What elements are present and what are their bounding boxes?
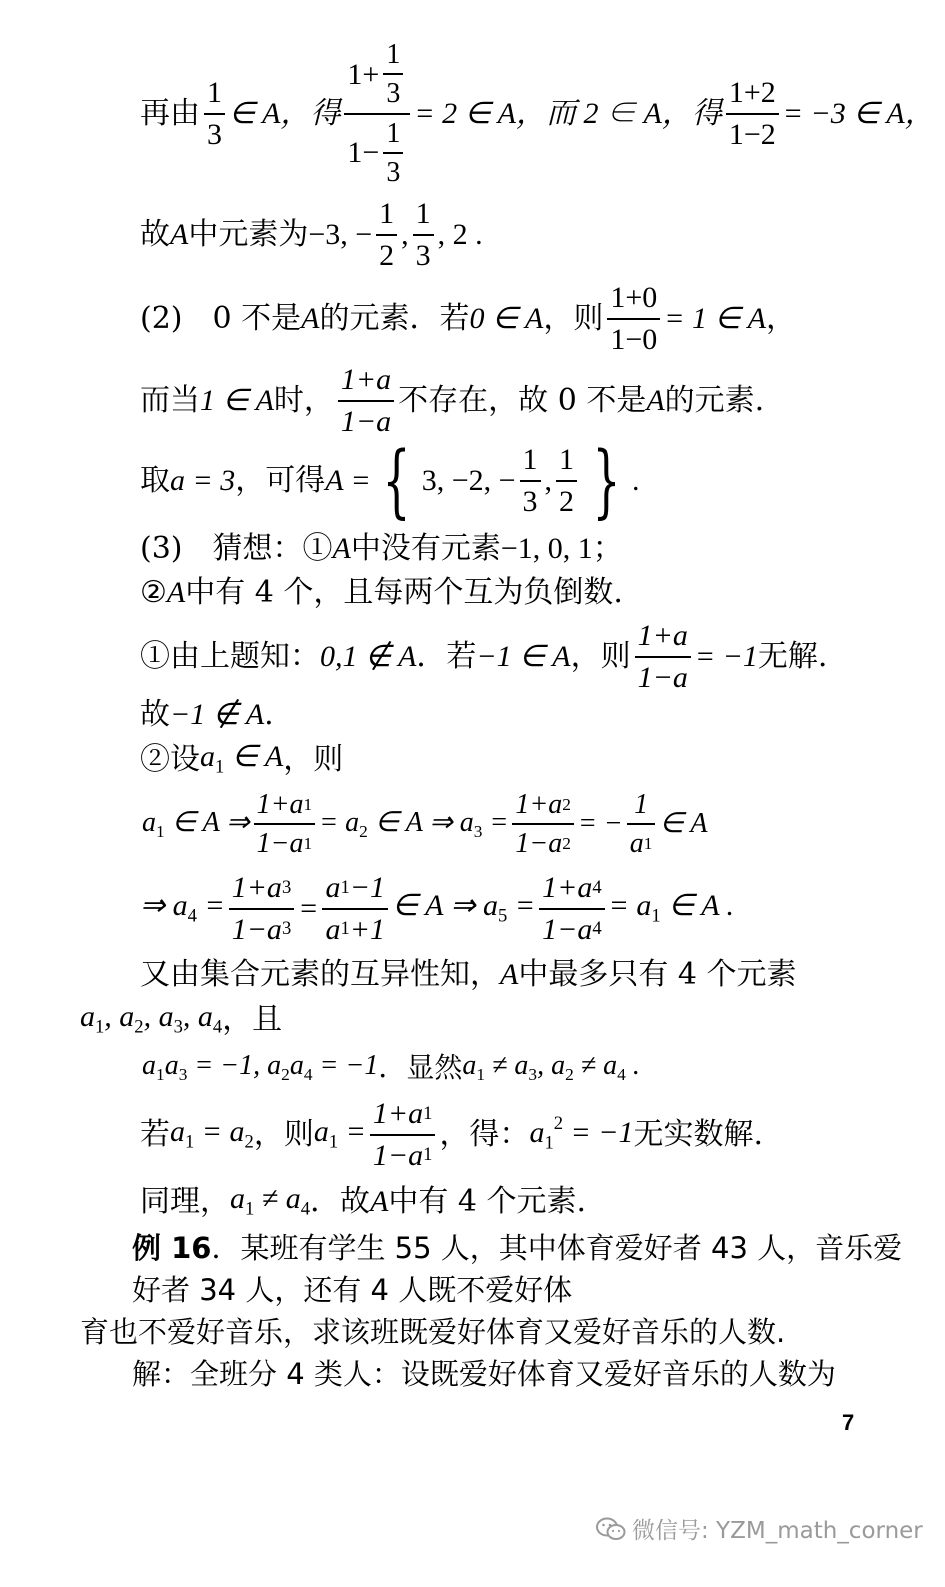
- solution-line-11: $a_1$ ∈ A ⇒ 1+a 1 1−a 1 = $a_2$ ∈ A ⇒ $a_3$ = 1+a 2 1−a 2 = − 1 a 1 ∈ A: [142, 789, 708, 860]
- solution-line-10: ②设 $a_1$ ∈ A ，则: [140, 740, 344, 778]
- solution-line-1: [140, 40, 935, 188]
- fraction: $\frac{1}{2}$: [376, 198, 397, 271]
- fraction: $\frac{1}{3}$: [520, 444, 541, 517]
- fraction: $\frac{1+a}{1-a}$: [338, 364, 394, 437]
- solution-line-13: 又由集合元素的互异性知， A 中最多只有 4 个元素: [140, 957, 797, 992]
- math-text: ∈ A，得: [229, 96, 341, 130]
- solution-line-16: 若 $a_1 = a_2$ ，则 $a_1$ = 1+a 1 1−a 1 ，得： $a_1^2 = -1$ 无实数解.: [140, 1097, 764, 1172]
- fraction: 1+a 3 1−a 3: [229, 872, 295, 945]
- solution-line-6: (3) 猜想：① A 中没有元素 −1, 0, 1 ；: [140, 531, 623, 566]
- fraction: 1+a 1 1−a 1: [254, 790, 316, 859]
- wechat-icon: [596, 1516, 626, 1542]
- example-16-line-2: 好者 34 人，还有 4 人既不爱好体: [132, 1273, 573, 1307]
- solution-line-5: 取 a = 3 ，可得 A = { 3, −2, − $\frac{1}{3}$ , $\frac{1}{2}$ } .: [140, 433, 640, 527]
- fraction: $\frac{1}{3}$: [413, 198, 434, 271]
- fraction: a 1 −1 a 1 +1: [322, 872, 388, 945]
- wechat-watermark: [596, 1512, 923, 1545]
- solution-line-12: ⇒ $a_4$ = 1+a 3 1−a 3 = a 1 −1 a 1 +1 ∈ A ⇒ $a_5$ = 1+a 4 1−a 4 = $a_1$ ∈ A .: [140, 871, 735, 946]
- solution-line-14: $a_1$, $a_2$, $a_3$, $a_4$ ，且: [80, 1000, 283, 1038]
- fraction: 1 a 1: [627, 790, 656, 859]
- math-text: = −3 ∈ A，: [782, 96, 935, 130]
- solution-line-3: (2) 0 不是 A 的元素．若 0 ∈ A ，则 $\frac{1+0}{1-0}$ = 1 ∈ A ，: [140, 281, 796, 356]
- solution-line-2: 故 A 中元素为 −3, − $\frac{1}{2}$ , $\frac{1}{3}$ , 2 .: [140, 197, 483, 272]
- solution-line-8: ①由上题知： 0,1 ∉ A ．若 −1 ∈ A ，则 $\frac{1+a}{1-a}$ = −1 无解.: [140, 619, 828, 694]
- solution-line-9: 故 −1 ∉ A .: [140, 697, 274, 732]
- math-text: = 2 ∈ A，而 2 ∈ A，得: [414, 96, 722, 130]
- watermark-text: 微信号: YZM_math_corner: [632, 1518, 923, 1544]
- solution-line-15: $a_1a_3 = -1$, $a_2a_4 = -1$ ．显然 $a_1 \ne a_3$, $a_2 \ne a_4$ .: [142, 1050, 640, 1085]
- example-16-line-3: 育也不爱好音乐，求该班既爱好体育又爱好音乐的人数.: [80, 1315, 786, 1349]
- fraction: $\frac{1+0}{1-0}$: [607, 282, 660, 355]
- fraction: 1+a 4 1−a 4: [539, 872, 605, 945]
- fraction-one-third: $\frac{1}{3}$: [204, 77, 225, 150]
- fraction: $\frac{1+2}{1-2}$: [726, 77, 779, 150]
- solution-line-7: ② A 中有 4 个，且每两个互为负倒数.: [140, 575, 623, 610]
- right-brace: }: [592, 433, 621, 527]
- example-16-solution: 解：全班分 4 类人：设既爱好体育又爱好音乐的人数为: [132, 1357, 836, 1391]
- page-number: 7: [842, 1410, 855, 1435]
- text: 再由: [140, 95, 200, 131]
- compound-fraction: 1+ $\frac{1}{3}$ 1− $\frac{1}{3}$: [344, 40, 410, 188]
- solution-line-17: 同理， $a_1 \ne a_4$ ．故 A 中有 4 个元素.: [140, 1182, 587, 1220]
- example-16-heading: 例 16 ．某班有学生 55 人，其中体育爱好者 43 人，音乐爱: [132, 1231, 903, 1265]
- solution-line-4: 而当 1 ∈ A 时， $\frac{1+a}{1-a}$ 不存在，故 0 不是 A 的元素.: [140, 363, 765, 438]
- fraction: 1+a 2 1−a 2: [512, 790, 574, 859]
- fraction: 1+a 1 1−a 1: [370, 1098, 436, 1171]
- fraction: $\frac{1}{2}$: [556, 444, 577, 517]
- left-brace: {: [382, 433, 411, 527]
- fraction: $\frac{1+a}{1-a}$: [635, 620, 691, 693]
